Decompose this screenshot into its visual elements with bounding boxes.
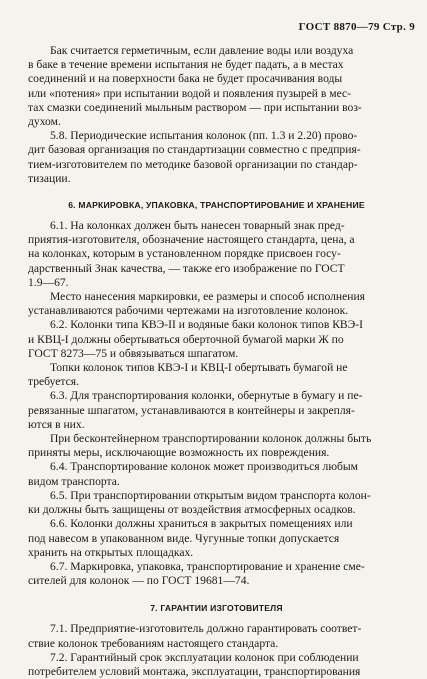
paragraph-6-7: 6.7. Маркировка, упаковка, транспортирование и хранение сме- <box>50 559 365 573</box>
paragraph-5-8: 5.8. Периодические испытания колонок (пп. 1.3 и 2.20) прово- <box>50 129 358 143</box>
section-6-heading: 6. МАРКИРОВКА, УПАКОВКА, ТРАНСПОРТИРОВАНИЕ И ХРАНЕНИЕ <box>68 200 365 211</box>
page-header: ГОСТ 8870—79 Стр. 9 <box>298 21 415 33</box>
text-line: дарственный Знак качества, — также его изображение по ГОСТ <box>28 261 345 275</box>
paragraph-6-3: 6.3. Для транспортирования колонки, обернутые в бумагу и пе- <box>50 389 363 403</box>
paragraph-6-4: 6.4. Транспортирование колонок может производиться любым <box>50 460 359 474</box>
text-line: При бесконтейнерном транспортировании колонок должны быть <box>50 432 372 446</box>
paragraph-7-2: 7.2. Гарантийный срок эксплуатации колонок при соблюдении <box>50 650 359 664</box>
text-line: духом. <box>28 115 61 129</box>
text-line: тием-изготовителем по методике базовой организации по стандар- <box>28 157 358 171</box>
text-line: приятия-изготовителя, обозначение настоящего стандарта, цена, а <box>28 233 355 247</box>
text-line: потребителем условий монтажа, эксплуатации, транспортирования <box>28 664 361 678</box>
text-line: 1.9—67. <box>28 275 69 289</box>
text-line: дит базовая организация по стандартизации совместно с предприя- <box>28 143 361 157</box>
text-line: Топки колонок типов КВЭ-I и КВЦ-I обертывать бумагой не <box>50 361 348 375</box>
text-line: сителей для колонок — по ГОСТ 19681—74. <box>28 574 250 588</box>
text-line: Место нанесения маркировки, ее размеры и способ исполнения <box>50 290 366 304</box>
paragraph-6-1: 6.1. На колонках должен быть нанесен товарный знак пред- <box>50 219 345 233</box>
paragraph-6-6: 6.6. Колонки должны храниться в закрытых помещениях или <box>50 517 353 531</box>
text-line: ются в них. <box>28 417 85 431</box>
text-line: ГОСТ 8273—75 и обвязываться шпагатом. <box>28 346 239 360</box>
paragraph-6-5: 6.5. При транспортировании открытым видом транспорта колон- <box>50 488 371 502</box>
text-line: и КВЦ-I должны обертываться оберточной бумагой марки Ж по <box>28 332 344 346</box>
document-body <box>28 44 405 679</box>
text-line: Бак считается герметичным, если давление воды или воздуха <box>50 44 354 57</box>
text-line: тизации. <box>28 171 71 185</box>
text-line: хранить на открытых площадках. <box>28 545 194 559</box>
text-line: или «потения» при испытании водой и появления пузырей в мес- <box>28 86 352 100</box>
text-line: приняты меры, исключающие возможность их повреждения. <box>28 446 330 460</box>
text-line: устанавливаются рабочими чертежами на изготовление колонок. <box>28 304 349 318</box>
text-line: видом транспорта. <box>28 474 120 488</box>
paragraph-7-1: 7.1. Предприятие-изготовитель должно гарантировать соответ- <box>50 622 362 636</box>
text-line: требуется. <box>28 375 79 389</box>
text-line: ревязанные шпагатом, устанавливаются в контейнеры и закрепля- <box>28 403 355 417</box>
text-line: на колонках, которым в установленном порядке присвоен госу- <box>28 247 341 261</box>
text-line: под навесом в упакованном виде. Чугунные топки допускается <box>28 531 340 545</box>
paragraph-6-2: 6.2. Колонки типа КВЭ-II и водяные баки колонок типов КВЭ-I <box>50 318 364 332</box>
text-line: тах смазки соединений мыльным раствором — при испытании воз- <box>28 100 362 114</box>
text-line: ки должны быть защищены от воздействия атмосферных осадков. <box>28 503 356 517</box>
text-line: соединений и на поверхности бака не будет просачивания воды <box>28 72 343 86</box>
text-line: ствие колонок требованиям настоящего стандарта. <box>28 636 279 650</box>
section-7-heading: 7. ГАРАНТИИ ИЗГОТОВИТЕЛЯ <box>150 603 283 614</box>
text-line: в баке в течение времени испытания не будет падать, а в местах <box>28 58 344 72</box>
